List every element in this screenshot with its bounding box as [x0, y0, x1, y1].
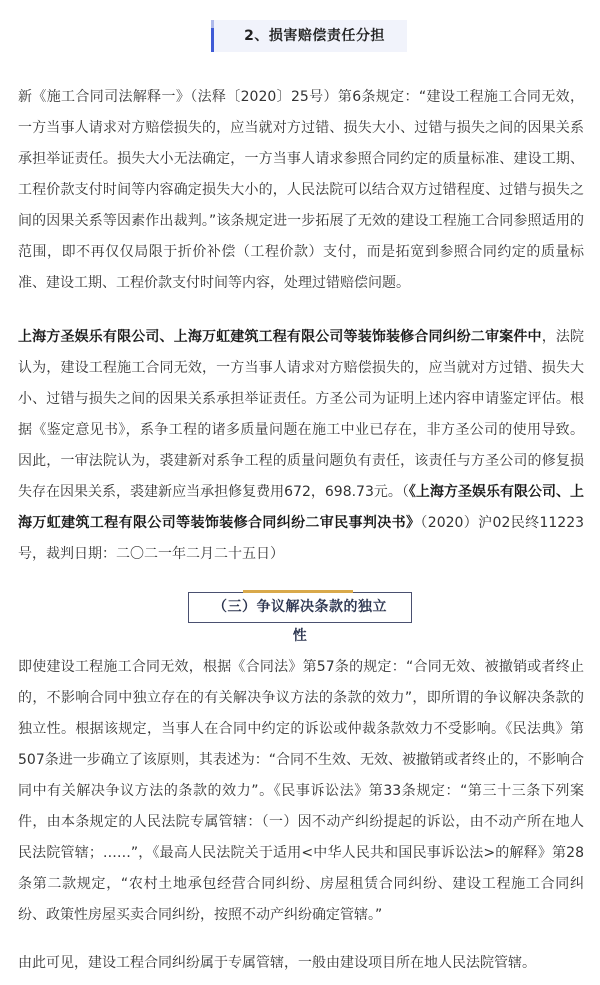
section-heading-2-container [0, 592, 600, 644]
paragraph-2 [18, 322, 584, 570]
paragraph-2-body: ，法院认为，建设工程施工合同无效，一方当事人请求对方赔偿损失的，应当就对方过错、损失大小、过错与损失之间的因果关系承担举证责任。方圣公司为证明上述内容申请鉴定评估。根据《鉴定意见书》，系争工程的诸多质量问题在施工中业已存在，非方圣公司的使用导致。因此，一审法院认为，裘建新对系争工程的质量问题负有责任，该责任与方圣公司的修复损失存在因果关系，裘建新应当承担修复费用672，698.73元。（ [18, 329, 585, 500]
case-title-bold: 上海方圣娱乐有限公司、上海万虹建筑工程有限公司等装饰装修合同纠纷二审案件中 [18, 329, 542, 345]
paragraph-3: 即使建设工程施工合同无效，根据《合同法》第57条的规定：“合同无效、被撤销或者终止的，不影响合同中独立存在的有关解决争议方法的条款的效力”，即所谓的争议解决条款的独立性。根据该规定，当事人在合同中约定的诉讼或仲裁条款效力不受影响。《民法典》第507条进一步确立了该原则，其表述为：“合同不生效、无效、被撤销或者终止的，不影响合同中有关解决争议方法的条款的效力”。《民事诉讼法》第33条规定：“第三十三条下列案件，由本条规定的人民法院专属管辖：（一）因不动产纠纷提起的诉讼，由不动产所在地人民法院管辖；……”，《最高人民法院关于适用<中华人民共和国民事诉讼法>的解释》第28条第二款规定，“农村土地承包经营合同纠纷、房屋租赁合同纠纷、建设工程施工合同纠纷、政策性房屋买卖合同纠纷，按照不动产纠纷确定管辖。” [18, 659, 584, 923]
section-heading-1: 2、损害赔偿责任分担 [211, 20, 407, 52]
paragraph-1: 新《施工合同司法解释一》（法释〔2020〕25号）第6条规定：“建设工程施工合同无效，一方当事人请求对方赔偿损失的，应当就对方过错、损失大小、过错与损失之间的因果关系承担举证责任。损失大小无法确定，一方当事人请求参照合同约定的质量标准、建设工期、工程价款支付时间等内容确定损失大小的，人民法院可以结合双方过错程度、过错与损失之间的因果关系等因素作出裁判。”该条规定进一步拓展了无效的建设工程施工合同参照适用的范围，即不再仅仅局限于折价补偿（工程价款）支付，而是拓宽到参照合同约定的质量标准、建设工期、工程价款支付时间等内容，处理过错赔偿问题。 [18, 89, 584, 291]
section-heading-2 [188, 592, 412, 644]
section-heading-1-container [0, 20, 600, 52]
paragraph-4: 由此可见，建设工程合同纠纷属于专属管辖，一般由建设项目所在地人民法院管辖。 [18, 955, 536, 971]
heading-accent-bar [243, 590, 353, 593]
citation-tail: （2020）沪02民终11223号，裁判日期：二〇二一年二月二十五日） [18, 515, 585, 562]
judgment-citation-bold: 《上海方圣娱乐有限公司、上海万虹建筑工程有限公司等装饰装修合同纠纷二审民事判决书》 [18, 484, 584, 531]
section-heading-2-label: （三）争议解决条款的独立性 [213, 599, 387, 644]
